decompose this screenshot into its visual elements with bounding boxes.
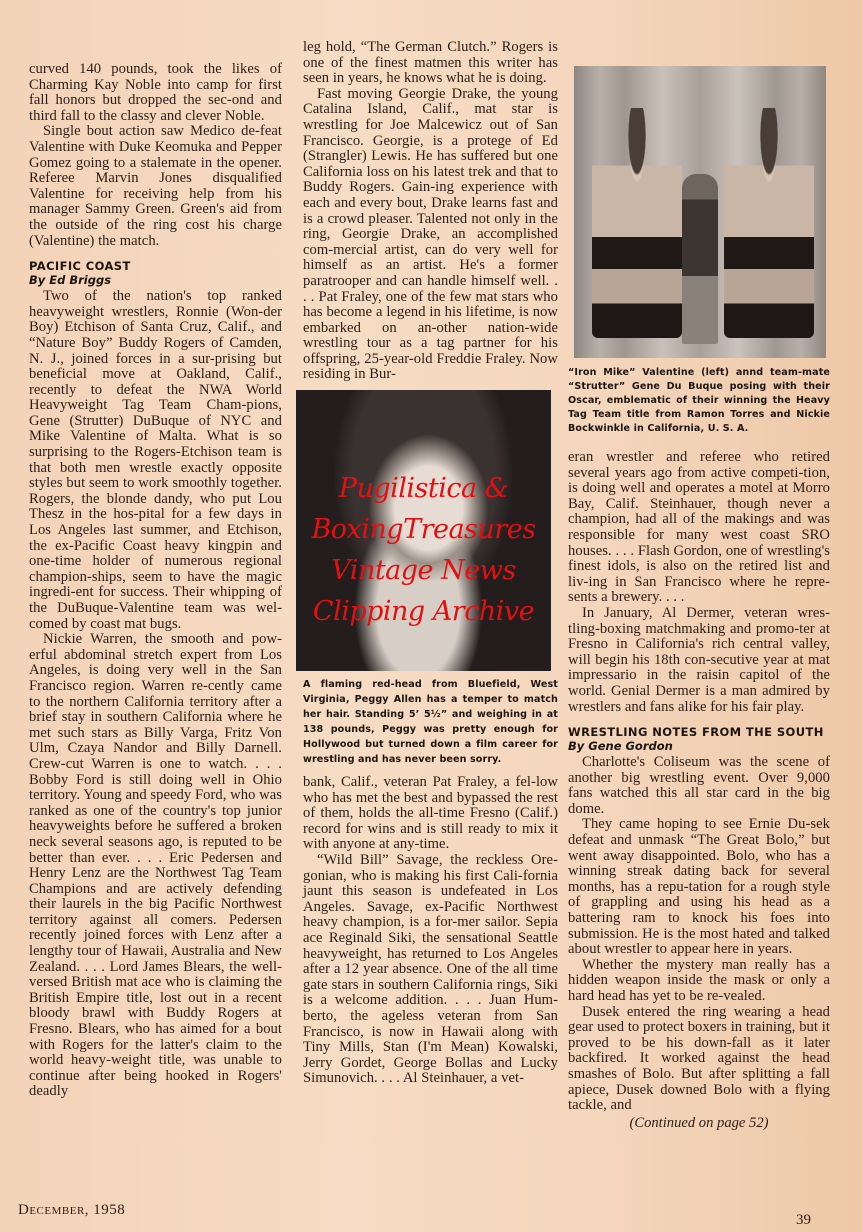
section-byline: By Gene Gordon — [568, 739, 673, 754]
page-number: 39 — [796, 1212, 811, 1228]
wrestler-right-figure — [724, 108, 814, 338]
article-paragraph: Whether the mystery man really has a hidden weapon inside the mask or only a hard head has yet to be re-vealed. — [568, 956, 830, 1004]
article-paragraph: Two of the nation's top ranked heavyweight wrestlers, Ronnie (Won-der Boy) Etchison of Santa Cruz, Calif., and “Nature Boy” Buddy Rogers of Camden, N. J., joined forces in a sur-prising but beneficial move at Oakland, Calif., recently to defeat the NWA World Heavyweight Tag Team Cham-pions, Gene (Strutter) DuBuque of NYC and Mike Valentine of Malta. What is so surprising to the Rogers-Etchison team is that both men wrestle exactly opposite styles but seem to work smoothly together. Rogers, the blonde dandy, who put Lou Thesz in the hos-pital for a few days in Los Angeles last summer, and Etchison, the ex-Pacific Coast heavy kingpin and one-time holder of numerous regional champion-ships, seem to have the magic ingredi-ent for success. Their whipping of the DuBuque-Valentine team was wel-comed by coast mat bugs. — [29, 288, 282, 632]
column-1 — [29, 62, 282, 1100]
wrestlers-trophy-photo — [574, 66, 826, 358]
watermark-line: Vintage News — [331, 555, 516, 587]
article-paragraph: “Wild Bill” Savage, the reckless Ore-gonian, who is making his first Cali-fornia jaunt this season is undefeated in Los Angeles. Savage, ex-Pacific Northwest heavy champion, is a for-mer sailor. Sepia ace Reginald Siki, the sensational Seattle heavyweight, has returned to Los Angeles after a 12 year absence. One of the all time gate stars in southern California rings, Siki is a welcome addition. . . . Juan Hum-berto, the ageless veteran from San Francisco, is now in Hawaii along with Tiny Mills, Stan (I'm Mean) Kowalski, Jerry Gordet, George Bollas and Lucky Simunovich. . . . Al Steinhauer, a vet- — [303, 852, 558, 1087]
continued-notice — [568, 1115, 830, 1132]
photo-caption: “Iron Mike” Valentine (left) annd team-mate “Strutter” Gene Du Buque posing with their Oscar, emblematic of their winning the Heavy Tag Team title from Ramon Torres and Nickie Bockwinkle in California, U. S. A. — [568, 367, 830, 434]
article-paragraph: leg hold, “The German Clutch.” Rogers is one of the finest matmen this writer has seen in years, he knows what he is doing. — [303, 39, 558, 87]
article-paragraph: Fast moving Georgie Drake, the young Catalina Island, Calif., mat star is wrestling for Joe Malcewicz out of San Francisco. Georgie, is a protege of Ed (Strangler) Lewis. He has suffered but one California loss on his latest trek and that to Buddy Rogers. Gain-ing experience with each and every bout, Drake learns fast and is a crowd pleaser. Talented not only in the ring, Georgie Drake, an accomplished com-mercial artist, can do very well for himself as an artist. He's a former paratrooper and can handle himself well. . . . Pat Fraley, one of the few mat stars who has become a legend in his lifetime, is now embarked on an-other nation-wide wrestling tour as a tag partner for his offspring, 25-year-old Freddie Fraley. Now residing in Bur- — [303, 85, 558, 383]
article-paragraph: In January, Al Dermer, veteran wres-tling-boxing matchmaking and promo-ter at Fresno in California's rich central valley, will begin his 18th con-secutive year at mat impressario in the raisin capitol of the world. Genial Dermer is a man admired by wrestlers and fans alike for his fair play. — [568, 604, 830, 715]
trophy-figure — [682, 174, 718, 344]
article-paragraph: Dusek entered the ring wearing a head gear used to protect boxers in training, but it proved to be his down-fall as it later backfired. It worked against the head smashes of Bolo. But after splitting a fall apiece, Dusek downed Bolo with a flying tackle, and — [568, 1003, 830, 1114]
section-byline: By Ed Briggs — [29, 273, 112, 288]
watermark-line: Pugilistica & — [338, 473, 509, 505]
issue-date: December, 1958 — [18, 1202, 126, 1218]
section-heading: PACIFIC COAST — [29, 259, 131, 274]
article-paragraph: They came hoping to see Ernie Du-sek defeat and unmask “The Great Bolo,” but went away disappointed. Bolo, who has a winning streak dating back for several months, has a repu-tation for a rough style of grappling and using his head as a battering ram to knock his foes into submission. He is the most hated and talked about wrestler to appear here in years. — [568, 816, 830, 958]
watermark-line: Clipping Archive — [312, 596, 535, 628]
article-paragraph: Nickie Warren, the smooth and pow-erful abdominal stretch expert from Los Angeles, is doing very well in the San Francisco region. Warren re-cently came to the northern California territory after a brief stay in southern California where he met such stars as Billy Varga, Fritz Von Ulm, Czaya Nandor and Billy Darnell. Crew-cut Warren is one to watch. . . . Bobby Ford is still doing well in Ohio territory. Young and speedy Ford, who was ranked as one of the country's top junior heavyweights before he suffered a broken neck several seasons ago, is reputed to be better than ever. . . . Eric Pedersen and Henry Lenz are the Northwest Tag Team Champions and are actively defending their laurels in the big Pacific Northwest territory against all comers. Pedersen recently joined forces with Lenz after a lengthy tour of Hawaii, Australia and New Zealand. . . . Lord James Blears, the well-versed British mat ace who is claiming the British Empire title, lost out in a recent bloody brawl with Buddy Rogers at Fresno. Blears, who has aimed for a bout with Rogers for the latter's claim to the world heavy-weight title, was unable to continue after being hooked in Rogers' deadly — [29, 631, 282, 1100]
watermark — [296, 468, 551, 632]
column-3 — [568, 60, 830, 1132]
watermark-line: BoxingTreasures — [311, 514, 536, 546]
article-paragraph: Single bout action saw Medico de-feat Valentine with Duke Keomuka and Pepper Gomez going to a stalemate in the opener. Referee Marvin Jones disqualified Valentine for receiving help from his manager Sammy Green. Green's aid from the outside of the ring cost his charge (Valentine) the match. — [29, 123, 282, 249]
article-paragraph: eran wrestler and referee who retired several years ago from active competi-tion, is doing well and operates a motel at Morro Bay, Calif. Steinhauer, though never a champion, had all of the makings and was responsible for many west coast SRO houses. . . . Flash Gordon, one of wrestling's finest idols, is also on the retired list and liv-ing in San Francisco where he repre-sents a brewery. . . . — [568, 449, 830, 606]
section-heading: WRESTLING NOTES FROM THE SOUTH — [568, 725, 824, 740]
continued-text: (Continued on page 52) — [629, 1114, 769, 1131]
article-paragraph: Charlotte's Coliseum was the scene of another big wrestling event. Over 9,000 fans watched this all star card in the big dome. — [568, 754, 830, 817]
peggy-allen-photo — [296, 390, 551, 671]
wrestler-left-figure — [592, 108, 682, 338]
article-paragraph: bank, Calif., veteran Pat Fraley, a fel-low who has met the best and bypassed the rest of them, holds the all-time Fresno (Calif.) record for wins and is still ready to mix it with anyone at any-time. — [303, 774, 558, 853]
article-paragraph: curved 140 pounds, took the likes of Charming Kay Noble into camp for first fall honors but dropped the sec-ond and third fall to the classy and clever Noble. — [29, 61, 282, 124]
photo-caption: A flaming red-head from Bluefield, West Virginia, Peggy Allen has a temper to match her hair. Standing 5’ 5½” and weighing in at 138 pounds, Peggy was pretty enough for Hollywood but turned down a film career for wrestling and has never been sorry. — [303, 679, 558, 766]
column-2 — [303, 40, 558, 1087]
